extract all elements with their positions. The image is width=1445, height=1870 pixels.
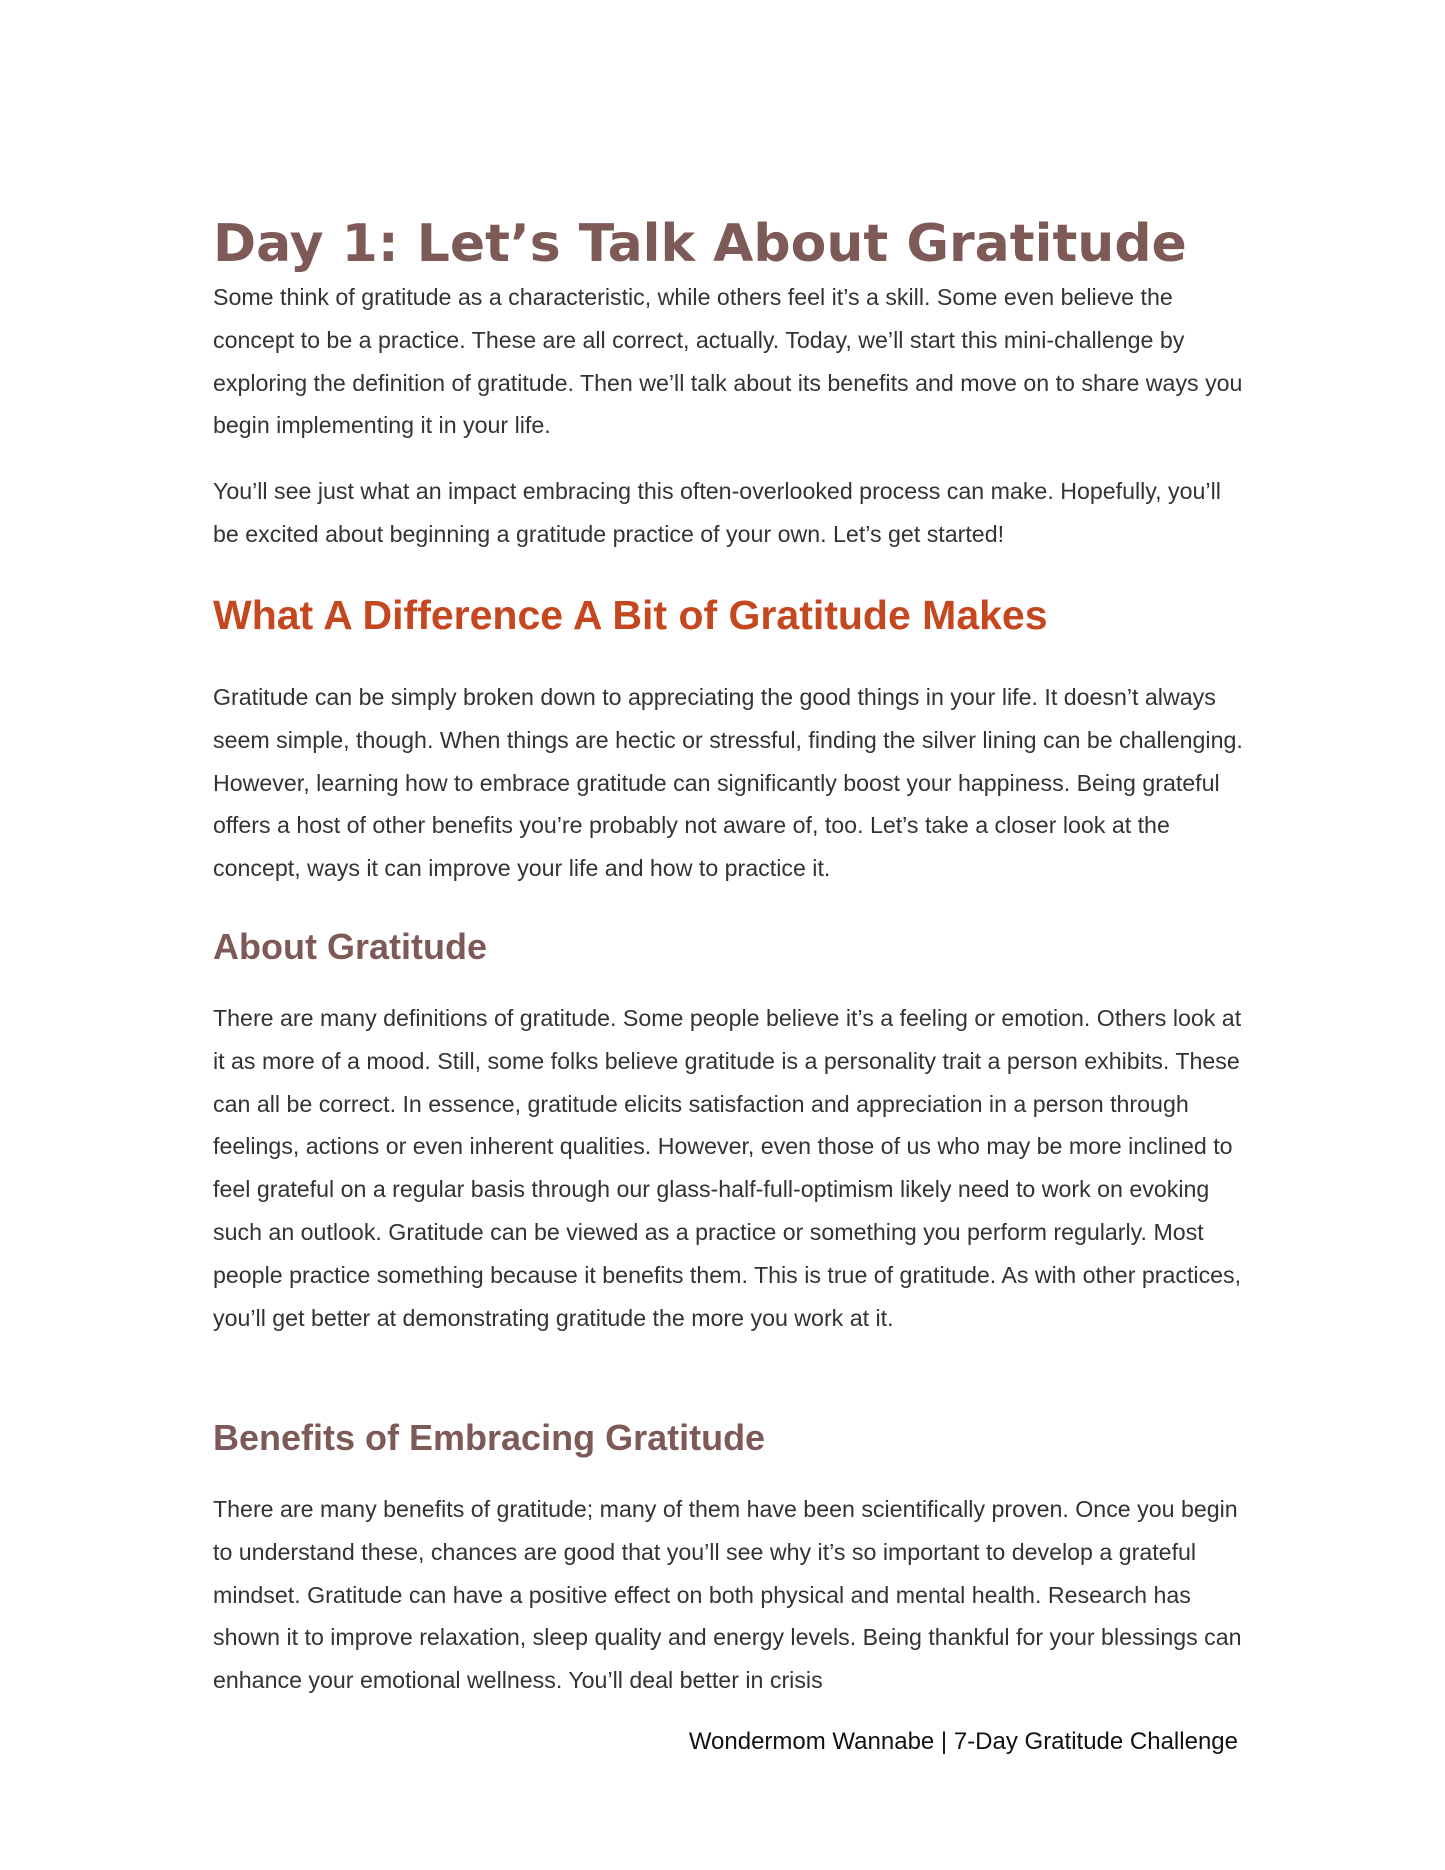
section-paragraph-benefits: There are many benefits of gratitude; many of them have been scientifically proven. Once you begin to understand these, chances are good that you’ll see why it’s so important to develop a grateful mindset. Gratitude can have a positive effect on both physical and mental health. Research has shown it to improve relaxation, sleep quality and energy levels. Being thankful for your blessings can enhance your emotional wellness. You’ll deal better in crisis	[213, 1496, 1242, 1694]
intro-paragraph-1: Some think of gratitude as a characteristic, while others feel it’s a skill. Some even believe the concept to be a practice. These are all correct, actually. Today, we’ll start this mini-challenge by exploring the definition of gratitude. Then we’ll talk about its benefits and move on to share ways you begin implementing it in your life.	[213, 284, 1243, 439]
section-paragraph-difference: Gratitude can be simply broken down to appreciating the good things in your life. It doesn’t always seem simple, though. When things are hectic or stressful, finding the silver lining can be challenging. However, learning how to embrace gratitude can significantly boost your happiness. Being grateful offers a host of other benefits you’re probably not aware of, too. Let’s take a closer look at the concept, ways it can improve your life and how to practice it.	[213, 684, 1243, 882]
document-page	[213, 0, 1243, 1870]
section-paragraph-about: There are many definitions of gratitude. Some people believe it’s a feeling or emotion. Others look at it as more of a mood. Still, some folks believe gratitude is a personality trait a person exhibits. These can all be correct. In essence, gratitude elicits satisfaction and appreciation in a person through feelings, actions or even inherent qualities. However, even those of us who may be more inclined to feel grateful on a regular basis through our glass-half-full-optimism likely need to work on evoking such an outlook. Gratitude can be viewed as a practice or something you perform regularly. Most people practice something because it benefits them. This is true of gratitude. As with other practices, you’ll get better at demonstrating gratitude the more you work at it.	[213, 1005, 1242, 1331]
page-title: Day 1: Let’s Talk About Gratitude	[213, 214, 1187, 274]
page-footer: Wondermom Wannabe | 7-Day Gratitude Challenge	[688, 1728, 1238, 1755]
intro-paragraph-2: You’ll see just what an impact embracing this often-overlooked process can make. Hopefully, you’ll be excited about beginning a gratitude practice of your own. Let’s get started!	[213, 478, 1221, 547]
section-heading-about: About Gratitude	[213, 926, 487, 967]
section-heading-difference: What A Difference A Bit of Gratitude Makes	[213, 592, 1048, 638]
section-heading-benefits: Benefits of Embracing Gratitude	[213, 1417, 766, 1458]
